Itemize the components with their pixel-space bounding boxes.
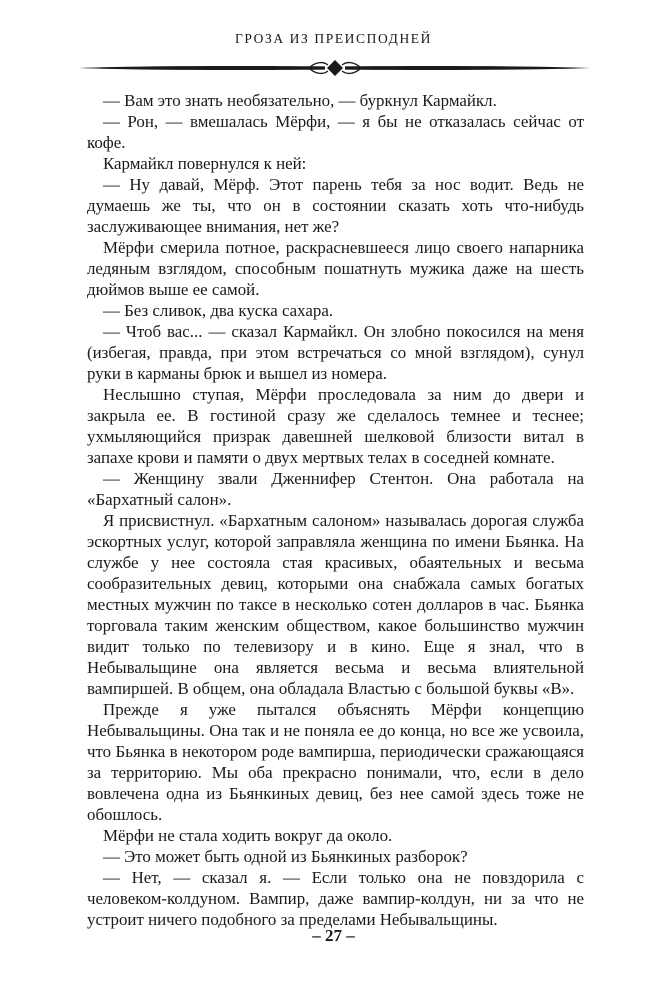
- paragraph: Мёрфи смерила потное, раскрасневшееся лицо своего напарника ледяным взглядом, способным пошатнуть мужика даже на шесть дюймов выше ее самой.: [87, 238, 584, 299]
- header-ornament-rule: [75, 56, 595, 80]
- paragraph: — Рон, — вмешалась Мёрфи, — я бы не отказалась сейчас от кофе.: [87, 112, 584, 152]
- paragraph: Мёрфи не стала ходить вокруг да около.: [103, 826, 393, 845]
- running-header-title: ГРОЗА ИЗ ПРЕИСПОДНЕЙ: [234, 31, 433, 46]
- paragraph: Неслышно ступая, Мёрфи проследовала за ним до двери и закрыла ее. В гостиной сразу же сделалось темнее и теснее; ухмыляющийся призрак давешней шелковой близости витал в запахе крови и памяти о двух мертвых телах в соседней комнате.: [87, 385, 584, 467]
- paragraph: — Женщину звали Дженнифер Стентон. Она работала на «Бархатный салон».: [87, 469, 584, 509]
- paragraph: — Нет, — сказал я. — Если только она не повздорила с человеком-колдуном. Вампир, даже вампир-колдун, ни за что не устроит ничего подобного за пределами Небывальщины.: [87, 868, 584, 929]
- paragraph: — Ну давай, Мёрф. Этот парень тебя за нос водит. Ведь не думаешь же ты, что он в состоянии сказать хоть что-нибудь заслуживающее внимания, нет же?: [87, 175, 584, 236]
- body-text: [87, 90, 584, 930]
- paragraph: Прежде я уже пытался объяснять Мёрфи концепцию Небывальщины. Она так и не поняла ее до конца, но все же усвоила, что Бьянка в некотором роде вампирша, периодически сражающаяся за территорию. Мы оба прекрасно понимали, что, если в дело вовлечена одна из Бьянкиных девиц, без нее самой здесь тоже не обошлось.: [87, 700, 584, 824]
- page-number: – 27 –: [312, 926, 355, 945]
- paragraph: — Вам это знать необязательно, — буркнул Кармайкл.: [103, 91, 497, 110]
- running-header: [0, 30, 667, 48]
- paragraph: Я присвистнул. «Бархатным салоном» называлась дорогая служба эскортных услуг, которой заправляла женщина по имени Бьянка. На службе у нее состояла стая красивых, обаятельных и весьма сообразительных девиц, которыми она снабжала самых богатых местных мужчин по таксе в несколько сотен долларов в час. Бьянка торговала таким женским обществом, какое большинство мужчин видит только по телевизору и в кино. Еще я знал, что в Небывальщине она является весьма и весьма влиятельной вампиршей. В общем, она обладала Властью с большой буквы «В».: [87, 511, 584, 698]
- paragraph: Кармайкл повернулся к ней:: [103, 154, 307, 173]
- paragraph: — Чтоб вас... — сказал Кармайкл. Он злобно покосился на меня (избегая, правда, при этом встречаться со мной взглядом), сунул руки в карманы брюк и вышел из номера.: [87, 322, 584, 383]
- paragraph: — Это может быть одной из Бьянкиных разборок?: [103, 847, 468, 866]
- paragraph: — Без сливок, два куска сахара.: [103, 301, 334, 320]
